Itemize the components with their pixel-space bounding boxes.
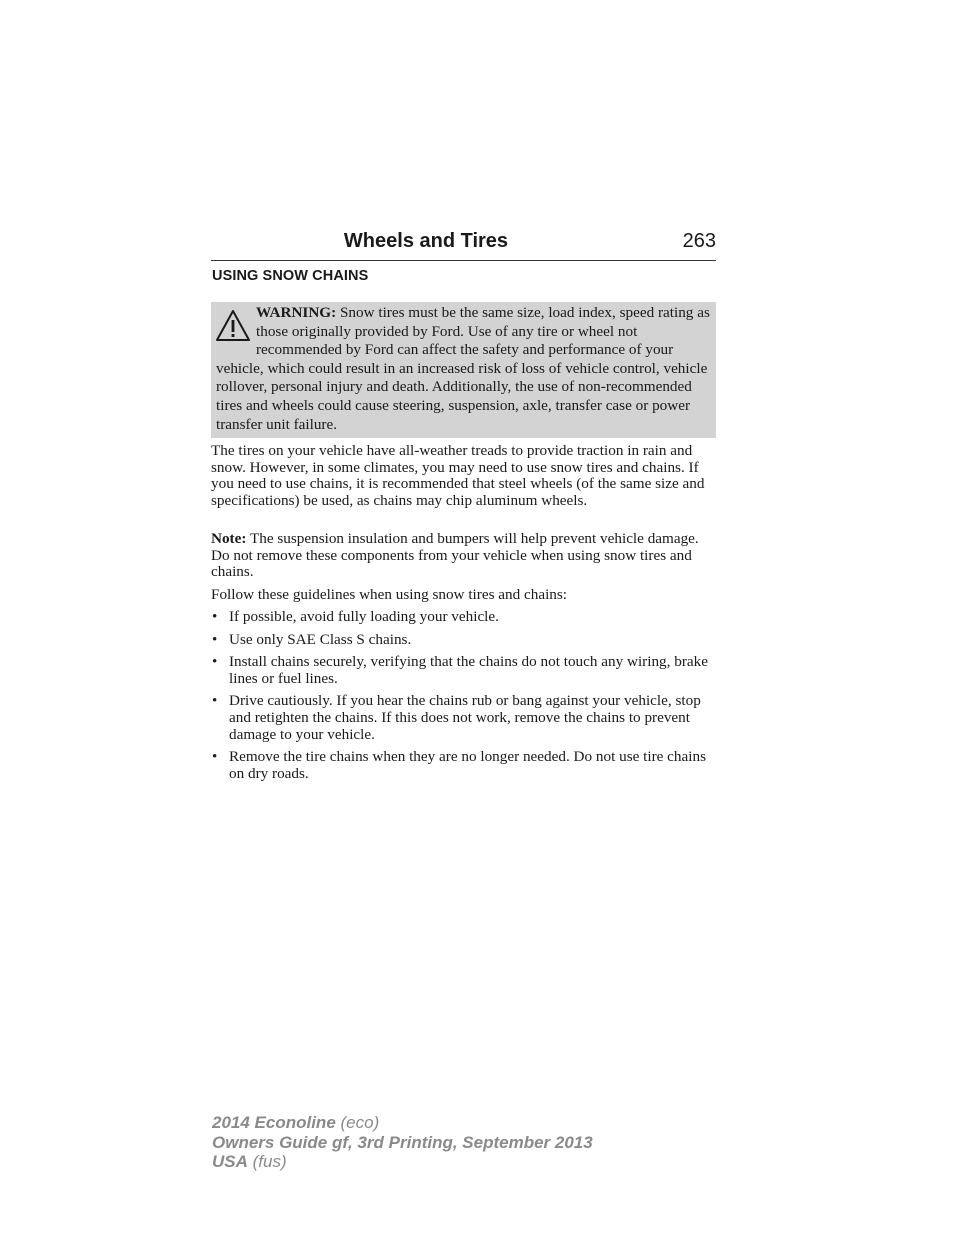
bullet-icon: • xyxy=(212,630,218,648)
footer-guide-line xyxy=(212,1133,593,1153)
footer-model-line xyxy=(212,1113,593,1133)
list-item xyxy=(211,609,716,626)
page-footer xyxy=(212,1113,593,1172)
footer-market-code: (fus) xyxy=(247,1152,287,1171)
list-item xyxy=(211,693,716,743)
warning-text: Snow tires must be the same size, load index, speed rating as those originally provided by Ford. Use of any tire or wheel not recommended by Ford can affect the safety and performance of your vehicle, which could result in an increased risk of loss of vehicle control, vehicle rollover, personal injury and death. Additionally, the use of non-recommended tires and wheels could cause steering, suspension, axle, transfer case or power transfer unit failure. xyxy=(216,304,710,433)
note-text: The suspension insulation and bumpers will help prevent vehicle damage. Do not remove these components from your vehicle when using snow tires and chains. xyxy=(211,530,699,581)
warning-label: WARNING: xyxy=(256,304,337,321)
guidelines-intro: Follow these guidelines when using snow tires and chains: xyxy=(211,586,568,603)
chapter-title: Wheels and Tires xyxy=(343,230,509,252)
list-item-text: Drive cautiously. If you hear the chains rub or bang against your vehicle, stop and retighten the chains. If this does not work, remove the chains to prevent damage to your vehicle. xyxy=(229,692,701,743)
footer-guide: Owners Guide gf, 3rd Printing, September 2013 xyxy=(212,1132,593,1152)
list-item-text: Use only SAE Class S chains. xyxy=(229,630,412,648)
list-item xyxy=(211,632,716,649)
list-item xyxy=(211,749,716,782)
intro-paragraph: The tires on your vehicle have all-weather treads to provide traction in rain and snow. However, in some climates, you may need to use snow tires and chains. If you need to use chains, it is recommended that steel wheels (of the same size and specifications) be used, as chains may chip aluminum wheels. xyxy=(211,442,705,509)
footer-model: 2014 Econoline xyxy=(212,1113,336,1132)
bullet-icon: • xyxy=(212,608,218,625)
guidelines-list xyxy=(211,609,716,788)
footer-market: USA xyxy=(212,1152,248,1171)
bullet-icon: • xyxy=(212,748,218,766)
warning-triangle-icon xyxy=(214,308,252,344)
list-item-text: If possible, avoid fully loading your vehicle. xyxy=(229,608,499,625)
page-number: 263 xyxy=(682,230,716,252)
bullet-icon: • xyxy=(212,653,218,671)
bullet-icon: • xyxy=(212,692,218,710)
footer-market-line xyxy=(212,1152,593,1172)
section-heading: USING SNOW CHAINS xyxy=(212,268,369,284)
warning-box xyxy=(211,302,716,438)
note-paragraph xyxy=(211,531,716,581)
note-label: Note: xyxy=(211,530,247,547)
list-item xyxy=(211,654,716,687)
list-item-text: Install chains securely, verifying that the chains do not touch any wiring, brake lines or fuel lines. xyxy=(229,653,708,687)
list-item-text: Remove the tire chains when they are no longer needed. Do not use tire chains on dry roads. xyxy=(229,748,706,782)
footer-model-code: (eco) xyxy=(335,1113,380,1132)
page-header xyxy=(211,229,716,261)
